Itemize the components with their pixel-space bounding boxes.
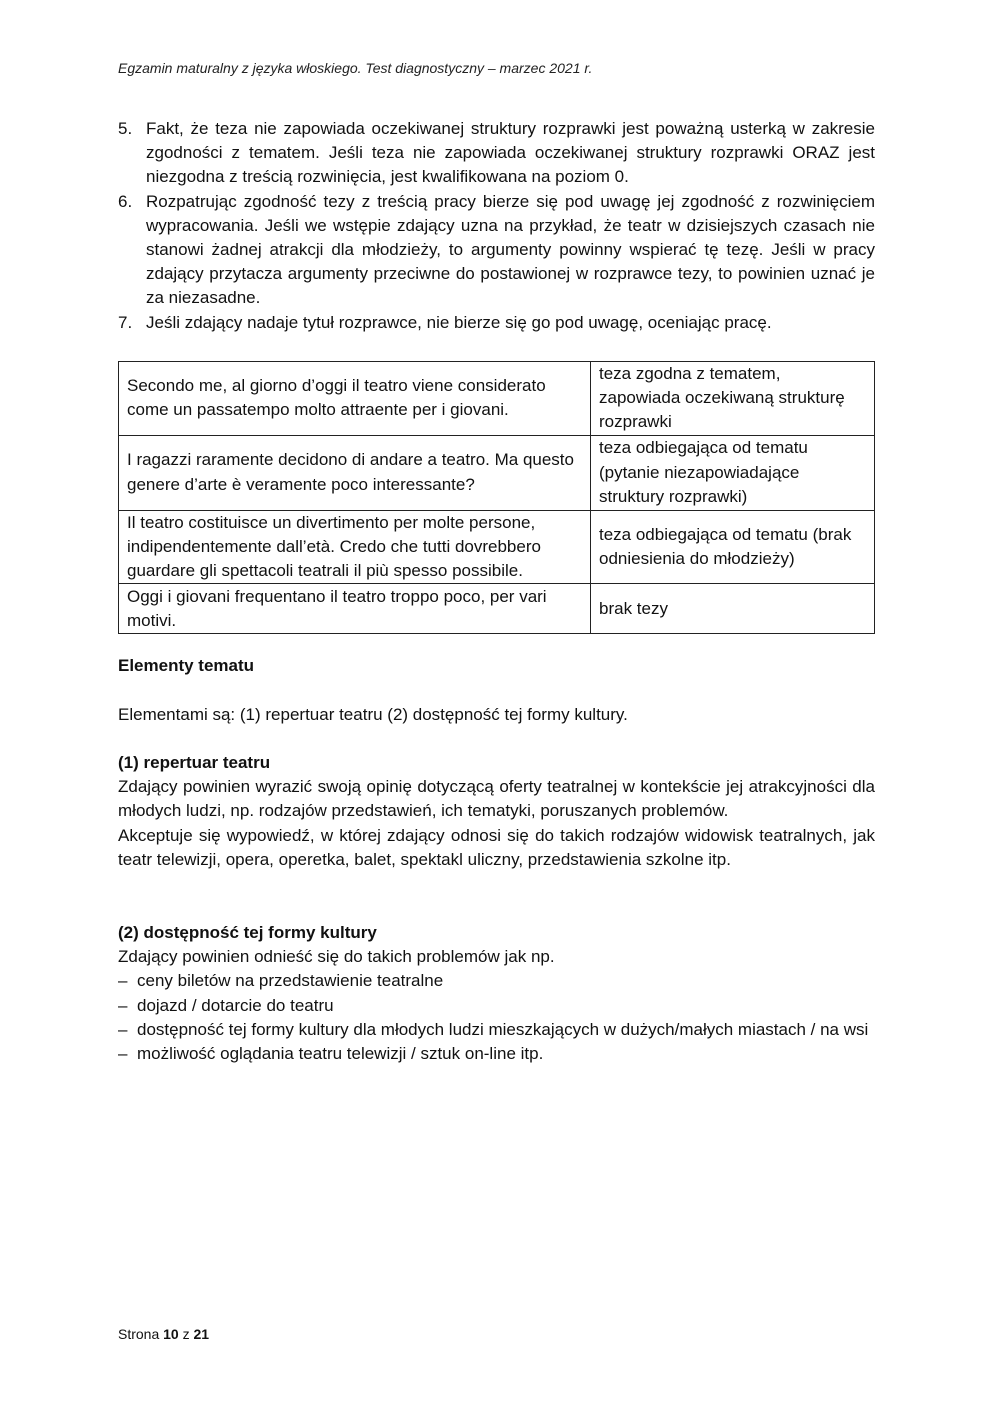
section-heading: (2) dostępność tej formy kultury (118, 923, 377, 942)
section-repertoire (118, 751, 875, 872)
thesis-cell: Oggi i giovani frequentano il teatro troppo poco, per vari motivi. (119, 584, 591, 634)
item-number: 6. (118, 191, 133, 211)
elements-section (118, 654, 875, 727)
elements-intro: Elementami są: (1) repertuar teatru (2) dostępność tej formy kultury. (118, 705, 628, 725)
page-footer (118, 1326, 209, 1342)
footer-of: z (182, 1326, 190, 1342)
assessment-cell: brak tezy (591, 584, 875, 634)
rules-list (118, 117, 875, 335)
footer-label: Strona (118, 1326, 160, 1342)
item-text: dostępność tej formy kultury dla młodych ludzi mieszkających w dużych/małych miastach / na wsi (137, 1019, 869, 1039)
page-number: 10 (163, 1326, 179, 1342)
paragraph: Zdający powinien odnieść się do takich problemów jak np. (118, 947, 555, 967)
list-item (118, 190, 875, 311)
list-item: – dojazd / dotarcie do teatru (118, 995, 334, 1015)
thesis-cell: Secondo me, al giorno d’oggi il teatro viene considerato come un passatempo molto attraente per i giovani. (119, 362, 591, 436)
item-text: Fakt, że teza nie zapowiada oczekiwanej struktury rozprawki jest poważną usterką w zakresie zgodności z tematem. Jeśli teza nie zapowiada oczekiwanej struktury rozprawki ORAZ jest niezgodna z treścią rozwinięcia, jest kwalifikowana na poziom 0. (146, 119, 875, 187)
list-item: – możliwość oglądania teatru telewizji / sztuk on-line itp. (118, 1044, 544, 1064)
item-number: 7. (118, 312, 133, 332)
table-row (119, 510, 875, 584)
item-text: możliwość oglądania teatru telewizji / sztuk on-line itp. (137, 1044, 544, 1064)
paragraph: Zdający powinien wyrazić swoją opinię dotyczącą oferty teatralnej w kontekście jej atrakcyjności dla młodych ludzi, np. rodzajów przedstawień, ich tematyki, poruszanych problemów. (118, 777, 875, 821)
table-row (119, 584, 875, 634)
item-text: Rozpatrując zgodność tezy z treścią pracy bierze się pod uwagę jej zgodność z rozwinięciem wypracowania. Jeśli we wstępie zdający uzna na przykład, że teatr w dzisiejszych czasach nie stanowi żadnej atrakcji dla młodzieży, to argumenty powinny wspierać tę tezę. Jeśli w pracy zdający przytacza argumenty przeciwne do postawionej w rozprawce tezy, to powinien uznać je za niezasadne. (146, 191, 875, 308)
assessment-cell: teza odbiegająca od tematu (pytanie niezapowiadające struktury rozprawki) (591, 435, 875, 510)
thesis-cell: I ragazzi raramente decidono di andare a teatro. Ma questo genere d’arte è veramente poco interessante? (119, 435, 591, 510)
page-header: Egzamin maturalny z języka włoskiego. Test diagnostyczny – marzec 2021 r. (118, 60, 593, 76)
thesis-examples-table (118, 361, 875, 634)
list-item (118, 117, 875, 190)
item-text: dojazd / dotarcie do teatru (137, 995, 334, 1015)
item-text: Jeśli zdający nadaje tytuł rozprawce, nie bierze się go pod uwagę, oceniając pracę. (146, 312, 772, 332)
section-accessibility (118, 921, 875, 1066)
item-number: 5. (118, 119, 133, 138)
assessment-cell: teza zgodna z tematem, zapowiada oczekiwaną strukturę rozprawki (591, 362, 875, 436)
section-heading: Elementy tematu (118, 656, 255, 675)
table-row (119, 362, 875, 436)
section-heading: (1) repertuar teatru (118, 753, 271, 772)
paragraph: Akceptuje się wypowiedź, w której zdający odnosi się do takich rodzajów widowisk teatralnych, jak teatr telewizji, opera, operetka, balet, spektakl uliczny, przedstawienia szkolne itp. (118, 825, 875, 869)
table-row (119, 435, 875, 510)
list-item: – ceny biletów na przedstawienie teatralne (118, 971, 444, 991)
list-item: – dostępność tej formy kultury dla młodych ludzi mieszkających w dużych/małych miastach / na wsi (118, 1019, 869, 1039)
thesis-cell: Il teatro costituisce un divertimento per molte persone, indipendentemente dall’età. Credo che tutti dovrebbero guardare gli spettacoli teatrali il più spesso possibile. (119, 510, 591, 584)
list-item (118, 311, 875, 335)
item-text: ceny biletów na przedstawienie teatralne (137, 971, 444, 991)
page-total: 21 (193, 1326, 210, 1342)
assessment-cell: teza odbiegająca od tematu (brak odniesienia do młodzieży) (591, 510, 875, 584)
